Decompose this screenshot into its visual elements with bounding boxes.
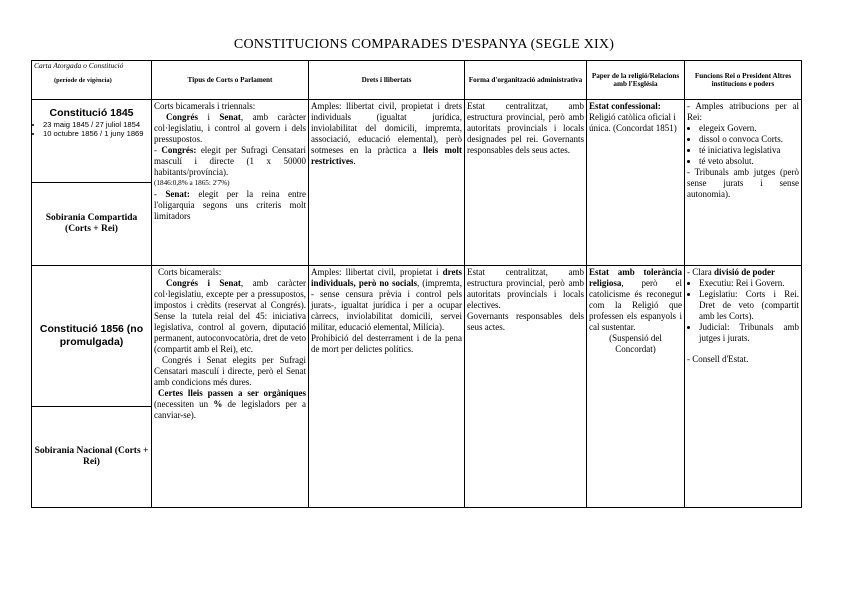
header-row — [32, 61, 802, 100]
constitution-1845-cell — [32, 100, 152, 183]
religio-1845: Estat confessional: Religió catòlica oficial i única. (Concordat 1851) — [587, 100, 685, 266]
rei-1856: - Clara divisió de poder • Executiu: Rei i Govern. • Legislatiu: Corts i Rei. Dret de veto (compartit amb les Corts). • Judicial: Tribunals amb jutges i jurats. - Consell d'Estat. — [685, 266, 802, 508]
corts-1845: Corts bicamerals i triennals: Congrés i Senat, amb caràcter col·legislatiu, i control al govern i dels pressupostos. - Congrés: elegit per Sufragi Censatari masculí i directe (1 x 50000 habitants/província). (1846:0,8% a 1865: 2'7%) - Senat: elegit per la reina entre l'oligarquia segons uns criteris molt limitadors — [152, 100, 309, 266]
row-1845-top — [32, 100, 802, 183]
comparison-table — [31, 60, 802, 508]
drets-1856: Amples: llibertat civil, propietat i drets individuals, però no socials, (impremta, - sense censura prèvia i control pels jurats-, igualtat jurídica i per a ocupar càrrecs, inviolabilitat domicili, servei militar, educació elemental, Milícia). Prohibició del desterrament i de la pena de mort per delictes polítics. — [309, 266, 465, 508]
constitution-1845-dates: • 23 maig 1845 / 27 juliol 1854 • 10 octubre 1856 / 1 juny 1869 — [34, 120, 149, 138]
rei-1845: - Amples atribucions per al Rei: • elegeix Govern. • dissol o convoca Corts. • té iniciativa legislativa • té veto absolut. - Tribunals amb jutges (però sense jurats i sense autonomia). — [685, 100, 802, 266]
header-religio: Paper de la religió/Relacions amb l'Església — [587, 61, 685, 100]
religio-1856: Estat amb tolerància religiosa, però el catolicisme és reconegut com la Religió que professen els espanyols i cal sustentar. (Suspensió del Concordat) — [587, 266, 685, 508]
page-title: CONSTITUCIONS COMPARADES D'ESPANYA (SEGLE XIX) — [233, 37, 615, 52]
constitution-1845-name: Constitució 1845 — [49, 107, 134, 119]
sobirania-1856: Sobirania Nacional (Corts + Rei) — [32, 407, 152, 508]
corts-1856: Corts bicamerals: Congrés i Senat, amb caràcter col·legislatiu, excepte per a pressupostos, impostos i crèdits (reservat al Congrés). Sense la tutela reial del 45: iniciativa legislativa, control al govern, diputació permanent, autoconvocatòria, dret de veto (compartit amb el Rei), etc. Congrés i Senat elegits per Sufragi Censatari masculí i directe, però el Senat amb condicions més dures. Certes lleis passen a ser orgàniques (necessiten un % de legisladors per a canviar-se). — [152, 266, 309, 508]
row-1856-top — [32, 266, 802, 407]
header-corts: Tipus de Corts o Parlament — [152, 61, 309, 100]
organitzacio-1856: Estat centralitzat, amb estructura provincial, però amb autoritats provincials i locals electives. Governants responsables dels seus actes. — [465, 266, 587, 508]
constitution-1856-cell — [32, 266, 152, 407]
header-rei: Funcions Rei o President Altres institucions e poders — [685, 61, 802, 100]
header-organitzacio: Forma d'organització administrativa — [465, 61, 587, 100]
drets-1845: Amples: llibertat civil, propietat i drets individuals (igualtat jurídica, inviolabilitat del domicili, impremta, associació, educació elemental), però sotmeses en la pràctica a lleis molt restrictives. — [309, 100, 465, 266]
organitzacio-1845: Estat centralitzat, amb estructura provincial, però amb autoritats provincials i locals designades pel rei. Governants responsables dels seus actes. — [465, 100, 587, 266]
header-constitution: Carta Atorgada o Constitució (període de vigència) — [32, 61, 152, 100]
sobirania-1845: Sobirania Compartida (Corts + Rei) — [32, 183, 152, 266]
constitution-1856-name: Constitució 1856 (no promulgada) — [39, 323, 144, 348]
header-drets: Drets i llibertats — [309, 61, 465, 100]
